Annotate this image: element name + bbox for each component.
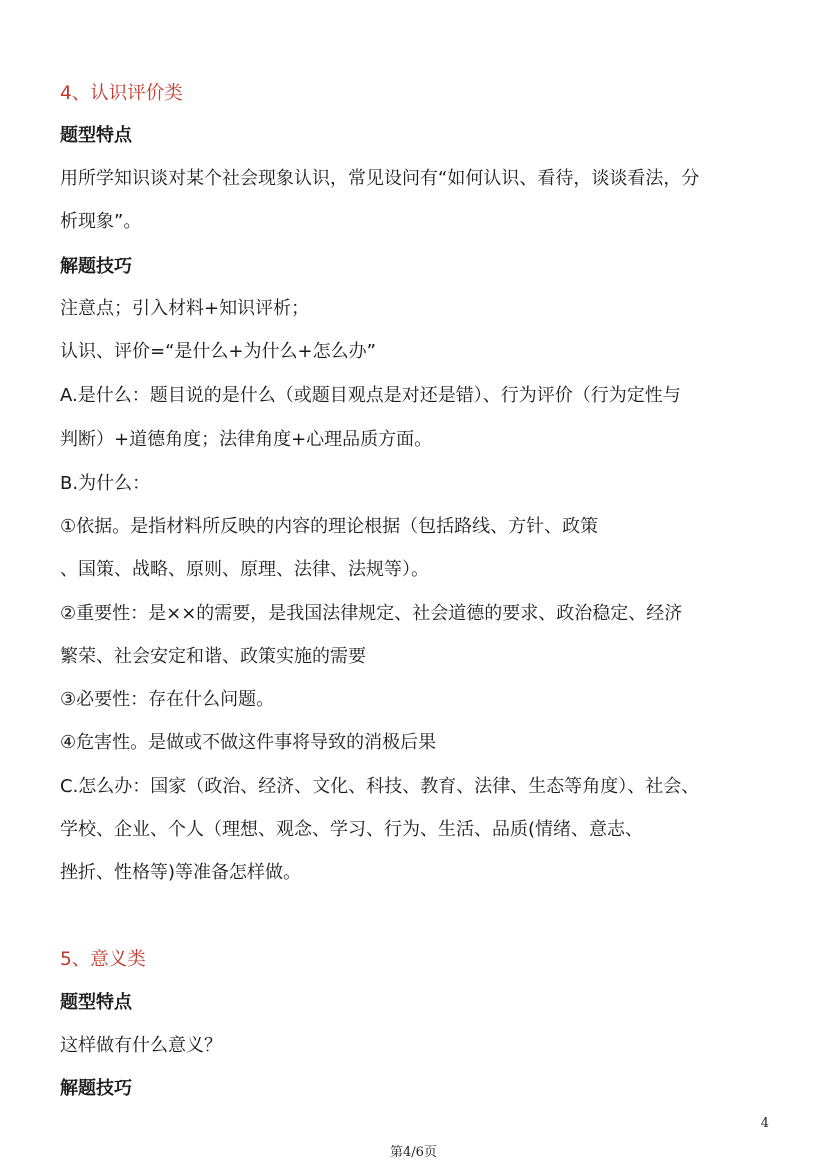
section-4-line: ③必要性：存在什么问题。 xyxy=(60,689,275,710)
section-4-line: 挫折、性格等)等准备怎样做。 xyxy=(60,862,302,883)
section-4-line: C.怎么办：国家（政治、经济、文化、科技、教育、法律、生态等角度）、社会、 xyxy=(60,776,700,797)
section-4-features-text-2: 析现象”。 xyxy=(60,211,142,232)
section-4-line: 学校、企业、个人（理想、观念、学习、行为、生活、品质(情绪、意志、 xyxy=(60,819,644,840)
section-5-features-title: 题型特点 xyxy=(60,992,132,1013)
page-number: 4 xyxy=(760,1116,769,1131)
section-4-line: 认识、评价=“是什么+为什么+怎么办” xyxy=(60,341,376,362)
section-4-features-text-1: 用所学知识谈对某个社会现象认识，常见设问有“如何认识、看待，谈谈看法，分 xyxy=(60,168,700,189)
section-5-features-text: 这样做有什么意义？ xyxy=(60,1035,222,1056)
section-4-line: ④危害性。是做或不做这件事将导致的消极后果 xyxy=(60,732,437,753)
section-4-line: 判断）+道德角度；法律角度+心理品质方面。 xyxy=(60,429,433,450)
section-4-line: ②重要性：是××的需要，是我国法律规定、社会道德的要求、政治稳定、经济 xyxy=(60,603,683,624)
section-5-heading: 5、意义类 xyxy=(60,949,146,970)
page-footer: 第4/6页 xyxy=(390,1145,437,1160)
section-4-line: B.为什么： xyxy=(60,473,151,494)
section-4-line: 注意点；引入材料+知识评析； xyxy=(60,298,310,319)
section-4-line: 、国策、战略、原则、原理、法律、法规等）。 xyxy=(60,559,429,580)
section-4-line: ①依据。是指材料所反映的内容的理论根据（包括路线、方针、政策 xyxy=(60,516,599,537)
section-4-heading: 4、认识评价类 xyxy=(60,83,183,104)
section-4-line: A.是什么：题目说的是什么（或题目观点是对还是错）、行为评价（行为定性与 xyxy=(60,385,681,406)
section-5-skills-title: 解题技巧 xyxy=(60,1078,132,1099)
section-4-features-title: 题型特点 xyxy=(60,125,132,146)
section-4-line: 繁荣、社会安定和谐、政策实施的需要 xyxy=(60,646,366,667)
section-4-skills-title: 解题技巧 xyxy=(60,256,132,277)
